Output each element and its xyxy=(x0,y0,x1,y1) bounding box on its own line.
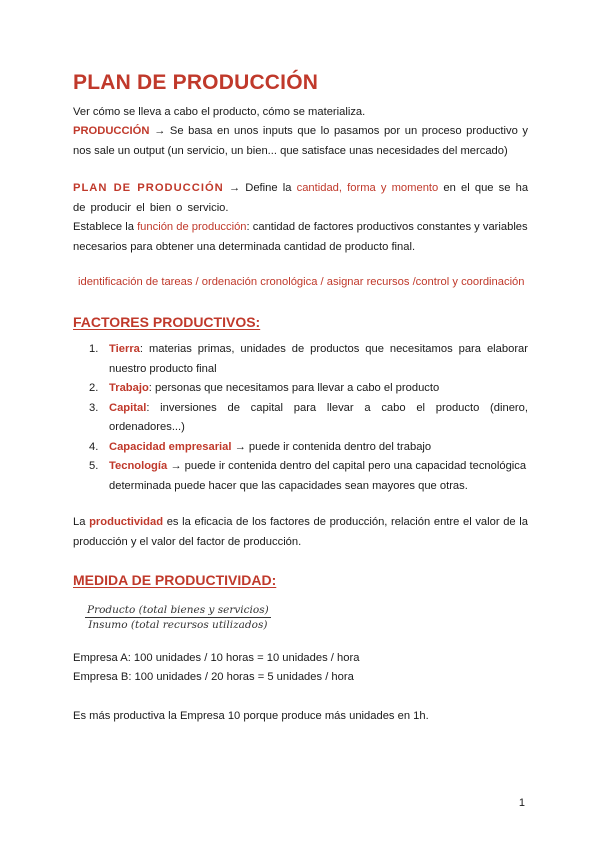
productividad-after: es la eficacia de los factores de producción, relación entre el valor de la producción y el valor del factor de producción. xyxy=(73,516,528,548)
formula-denominator: Insumo (total recursos utilizados) xyxy=(88,619,268,631)
conclusion-line: Es más productiva la Empresa 10 porque produce más unidades en 1h. xyxy=(73,710,429,722)
list-number: 3. xyxy=(89,401,99,414)
funcion-highlight: función de producción xyxy=(137,221,247,233)
list-item xyxy=(73,399,528,438)
list-item xyxy=(73,438,528,458)
funcion-before: Establece la xyxy=(73,221,134,233)
list-number: 5. xyxy=(89,460,99,472)
factor-text: → puede ir contenida dentro del capital pero una capacidad tecnológica determinada puede hacer que las capacidades sean mayores que otras. xyxy=(109,460,527,492)
funcion-after: : cantidad de factores productivos constantes y variables necesarios para obtener una determinada cantidad de producto final. xyxy=(73,221,528,253)
empresa-a-line: Empresa A: 100 unidades / 10 horas = 10 unidades / hora xyxy=(73,652,360,664)
factor-term: Tecnología xyxy=(109,460,168,472)
arrow-glyph: → xyxy=(154,125,166,137)
list-item xyxy=(73,457,528,496)
page-number: 1 xyxy=(518,797,525,809)
arrow-glyph: → xyxy=(228,182,241,194)
factor-text: : materias primas, unidades de productos que necesitamos para elaborar nuestro producto final xyxy=(109,343,528,375)
factor-term: Capital xyxy=(109,401,147,414)
factor-text: : personas que necesitamos para llevar a cabo el producto xyxy=(148,382,440,394)
intro-paragraph xyxy=(73,103,528,123)
plan-paragraph xyxy=(73,179,528,218)
factor-term: Trabajo xyxy=(109,382,149,394)
list-number: 4. xyxy=(89,440,99,453)
factores-list xyxy=(73,340,528,496)
funcion-paragraph xyxy=(73,218,528,257)
list-number: 1. xyxy=(89,343,99,355)
produccion-text: Se basa en unos inputs que lo pasamos por un proceso productivo y nos sale un output (un servicio, un bien... que satisface unas necesidades del mercado) xyxy=(73,125,528,157)
productividad-before: La xyxy=(73,516,86,528)
list-item xyxy=(73,379,528,399)
produccion-term: PRODUCCIÓN xyxy=(73,125,150,137)
formula-numerator: Producto (total bienes y servicios) xyxy=(87,604,269,616)
factor-term: Tierra xyxy=(109,343,140,355)
factores-heading: FACTORES PRODUCTIVOS: xyxy=(73,314,261,330)
intro-text: Ver cómo se lleva a cabo el producto, cómo se materializa. xyxy=(73,106,366,118)
plan-text-before: Define la xyxy=(245,182,292,194)
productividad-term: productividad xyxy=(89,516,164,528)
tasks-line: identificación de tareas / ordenación cronológica / asignar recursos /control y coordinación xyxy=(78,276,525,288)
page-title: PLAN DE PRODUCCIÓN xyxy=(73,71,319,94)
list-number: 2. xyxy=(89,382,99,394)
productividad-paragraph xyxy=(73,513,528,552)
plan-highlight: cantidad, forma y momento xyxy=(296,182,439,194)
factor-text: → puede ir contenida dentro del trabajo xyxy=(231,440,432,453)
factor-term: Capacidad empresarial xyxy=(109,440,232,453)
plan-text-after: en el que se ha de producir el bien o servicio. xyxy=(73,182,529,214)
empresa-b-line: Empresa B: 100 unidades / 20 horas = 5 unidades / hora xyxy=(73,671,354,683)
productivity-formula xyxy=(85,604,271,631)
medida-heading: MEDIDA DE PRODUCTIVIDAD: xyxy=(73,572,277,588)
plan-term: PLAN DE PRODUCCIÓN xyxy=(73,182,224,194)
list-item xyxy=(73,340,528,379)
factor-text: : inversiones de capital para llevar a cabo el producto (dinero, ordenadores...) xyxy=(109,401,528,433)
produccion-paragraph xyxy=(73,122,528,161)
